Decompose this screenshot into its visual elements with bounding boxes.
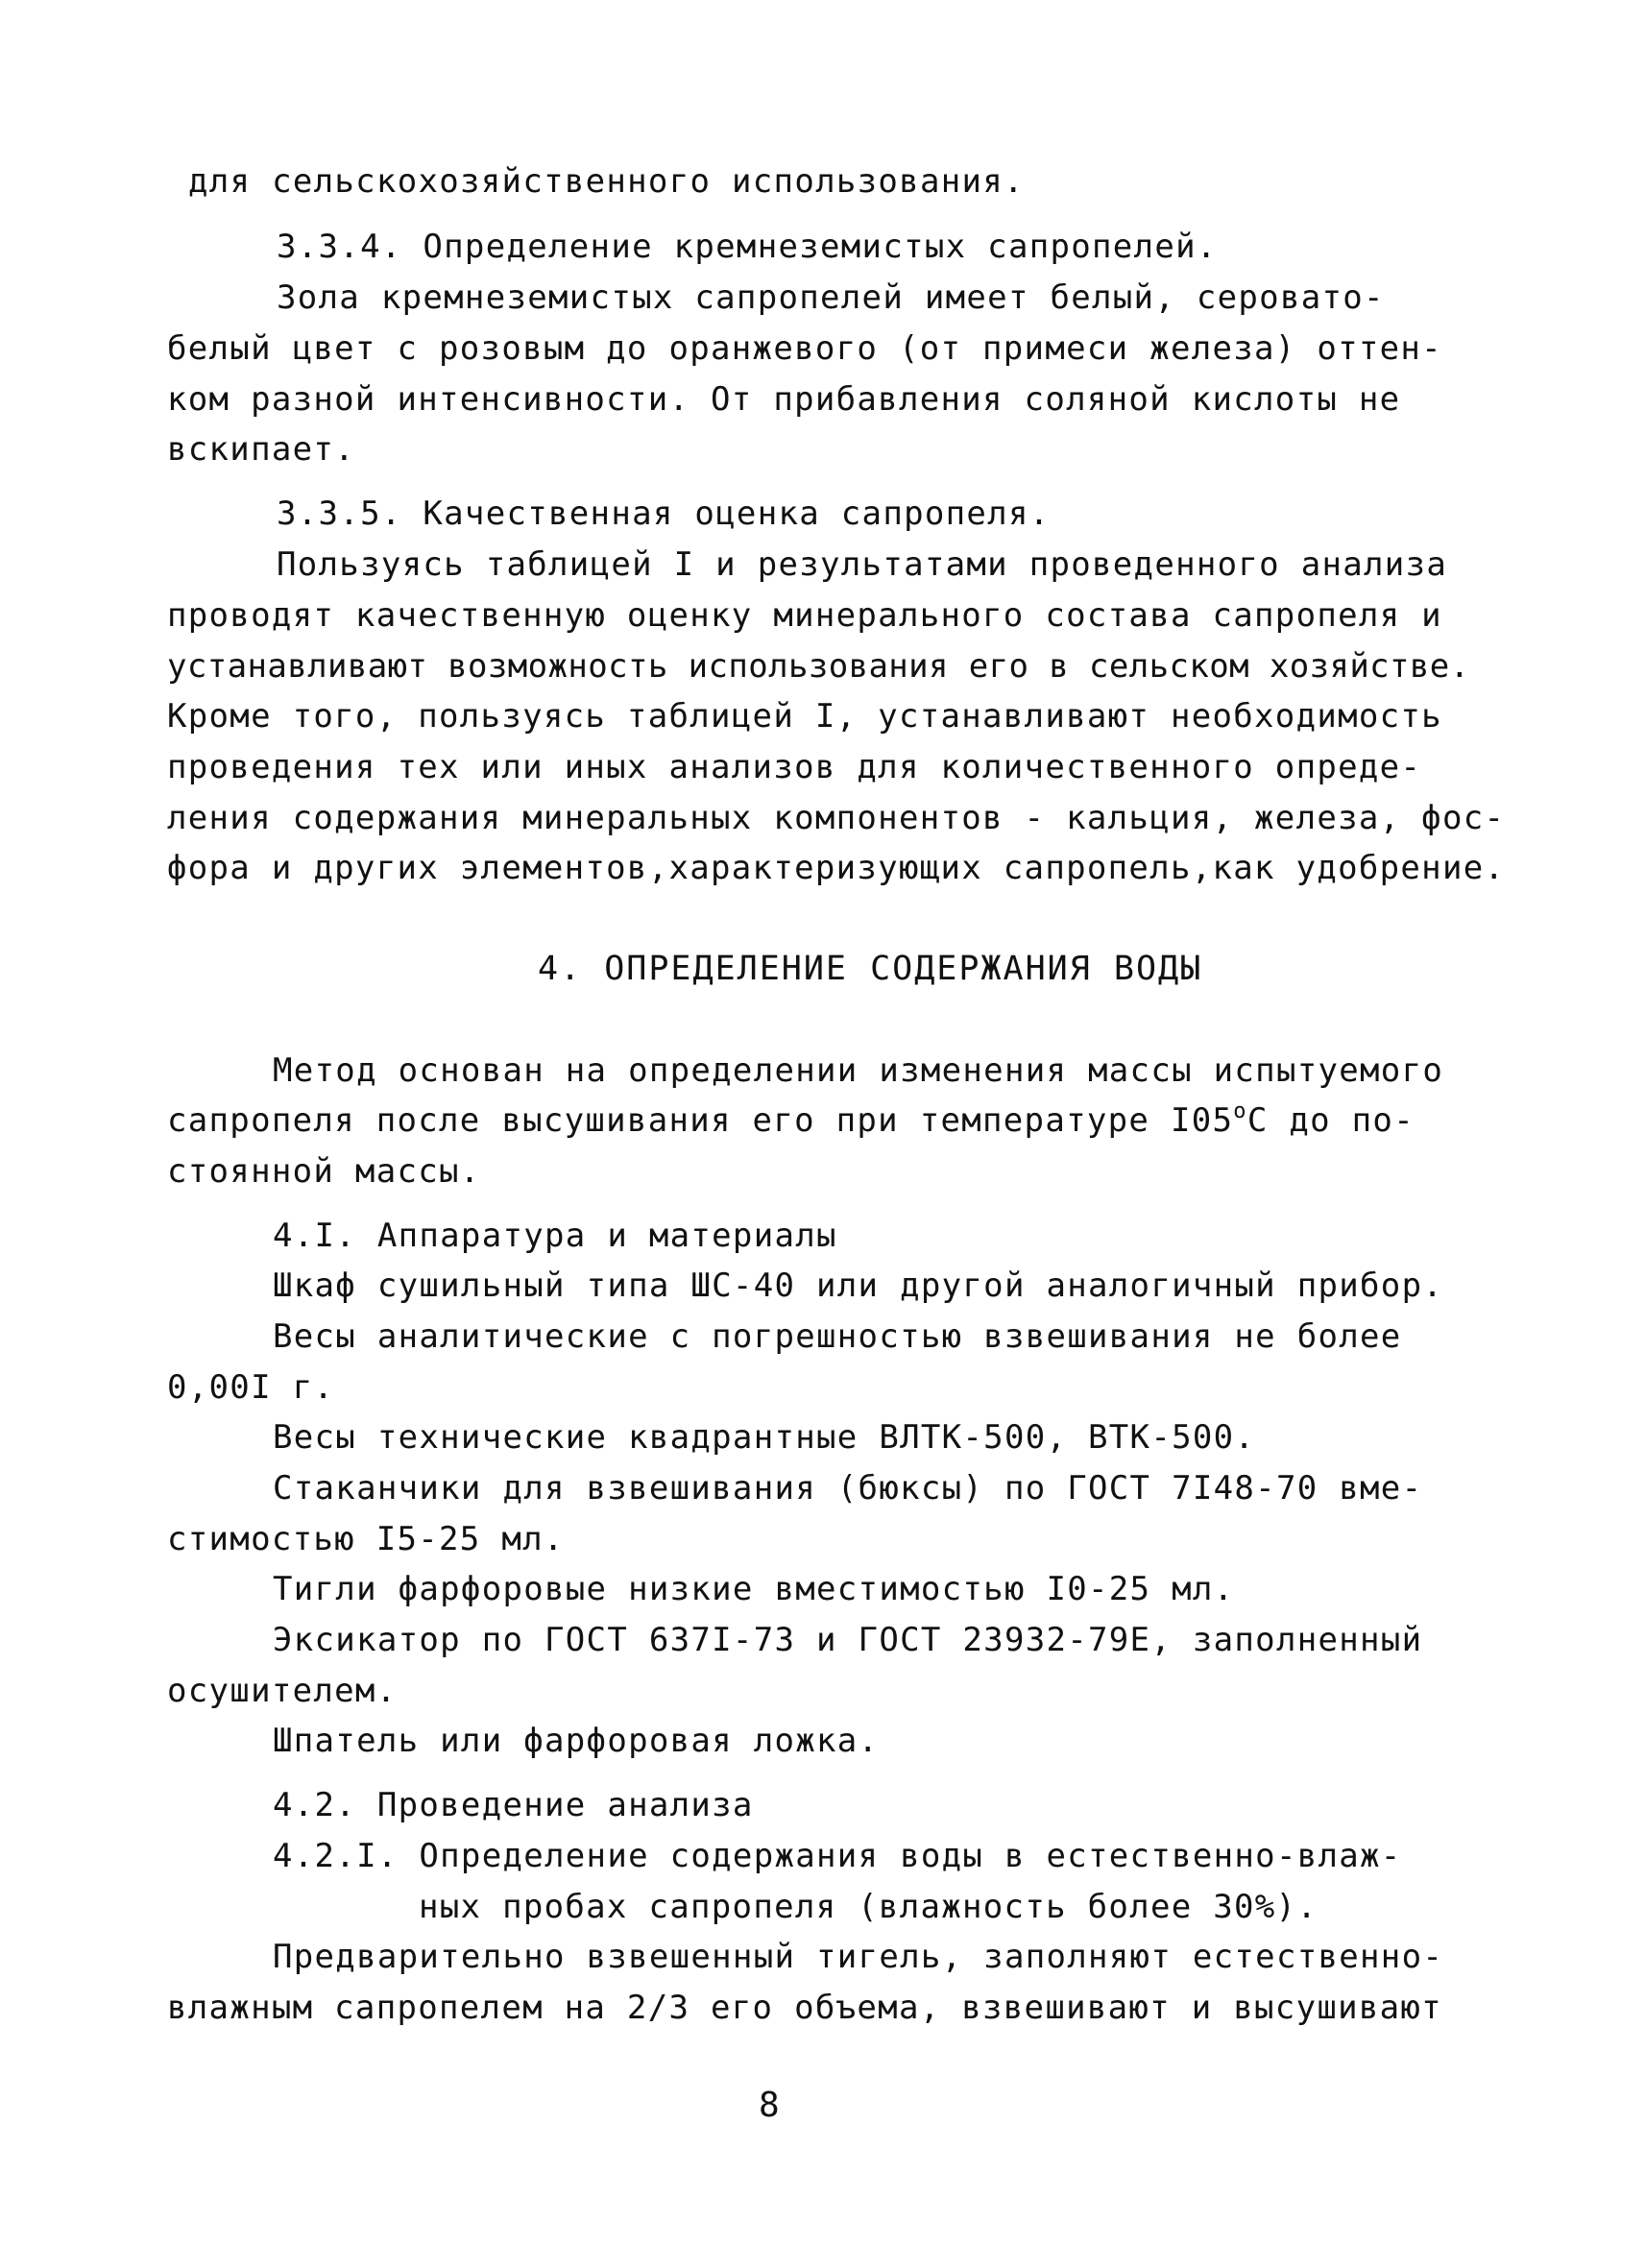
paragraph-line: Зола кремнеземистых сапропелей имеет белый, серовато- xyxy=(277,278,1385,317)
paragraph-line: Метод основан на определении изменения массы испытуемого xyxy=(273,1051,1444,1090)
paragraph-line: стоянной массы. xyxy=(167,1152,481,1191)
equipment-line: Эксикатор по ГОСТ 637I-73 и ГОСТ 23932-79Е, заполненный xyxy=(273,1621,1423,1659)
equipment-line: Весы аналитические с погрешностью взвешивания не более xyxy=(273,1317,1402,1356)
equipment-line: Шпатель или фарфоровая ложка. xyxy=(273,1722,880,1760)
equipment-line: 0,00I г. xyxy=(167,1368,335,1407)
subsection-4-1-title: 4.I. Аппаратура и материалы xyxy=(273,1217,837,1255)
paragraph-line: Кроме того, пользуясь таблицей I, устанавливают необходимость xyxy=(167,697,1442,736)
paragraph-line-temperature xyxy=(167,1099,1415,1140)
equipment-line: стимостью I5-25 мл. xyxy=(167,1520,565,1558)
paragraph-line: Предварительно взвешенный тигель, заполняют естественно- xyxy=(273,1938,1444,1976)
section-4-heading: 4. ОПРЕДЕЛЕНИЕ СОДЕРЖАНИЯ ВОДЫ xyxy=(538,950,1203,988)
page-number: 8 xyxy=(759,2086,780,2125)
equipment-line: осушителем. xyxy=(167,1672,398,1710)
paragraph-line: Пользуясь таблицей I и результатами проведенного анализа xyxy=(277,545,1448,584)
paragraph-line: проводят качественную оценку минерального состава сапропеля и xyxy=(167,596,1442,635)
equipment-line: Тигли фарфоровые низкие вместимостью I0-25 мл. xyxy=(273,1570,1235,1608)
section-3-3-5-title: 3.3.5. Качественная оценка сапропеля. xyxy=(277,495,1051,533)
paragraph-line: вскипает. xyxy=(167,430,355,469)
temperature-tail: С до по- xyxy=(1246,1101,1415,1140)
intro-line: для сельскохозяйственного использования. xyxy=(188,162,1025,201)
section-3-3-4-title: 3.3.4. Определение кремнеземистых сапропелей. xyxy=(277,228,1218,266)
temperature-text: сапропеля после высушивания его при температуре I05 xyxy=(167,1101,1234,1140)
subsection-4-2-1-title: 4.2.I. Определение содержания воды в естественно-влаж- xyxy=(273,1837,1402,1875)
paragraph-line: влажным сапропелем на 2/3 его объема, взвешивают и высушивают xyxy=(167,1989,1442,2027)
subsection-4-2-title: 4.2. Проведение анализа xyxy=(273,1786,754,1824)
paragraph-line: фора и других элементов,характеризующих сапропель,как удобрение. xyxy=(167,849,1506,887)
paragraph-line: ком разной интенсивности. От прибавления соляной кислоты не xyxy=(167,380,1401,419)
equipment-line: Шкаф сушильный типа ШС-40 или другой аналогичный прибор. xyxy=(273,1267,1444,1305)
paragraph-line: проведения тех или иных анализов для количественного опреде- xyxy=(167,748,1422,786)
equipment-line: Весы технические квадрантные ВЛТК-500, ВТК-500. xyxy=(273,1418,1256,1457)
paragraph-line: устанавливают возможность использования его в сельском хозяйстве. xyxy=(167,647,1470,686)
degree-sup: о xyxy=(1233,1099,1247,1123)
paragraph-line: белый цвет с розовым до оранжевого (от примеси железа) оттен- xyxy=(167,329,1442,368)
equipment-line: Стаканчики для взвешивания (бюксы) по ГОСТ 7I48-70 вме- xyxy=(273,1469,1423,1508)
subsection-4-2-1-title-cont: ных пробах сапропеля (влажность более 30%). xyxy=(419,1888,1318,1926)
paragraph-line: ления содержания минеральных компонентов - кальция, железа, фос- xyxy=(167,799,1506,837)
